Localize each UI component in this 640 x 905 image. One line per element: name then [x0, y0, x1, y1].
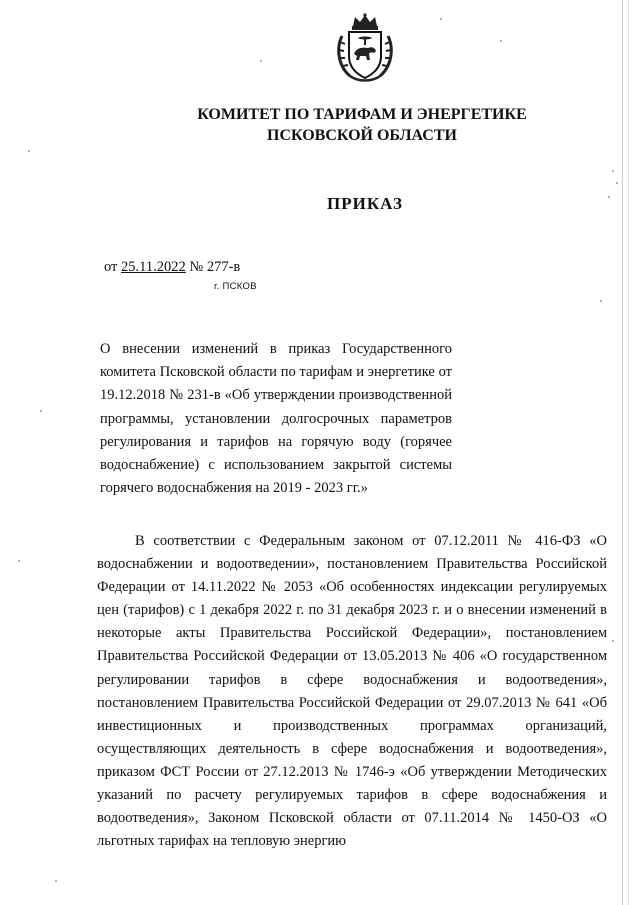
scan-speck	[500, 40, 502, 42]
order-subject: О внесении изменений в приказ Государственного комитета Псковской области по тарифам и энергетике от 19.12.2018 № 231-в «Об утверждении производственной программы, установлении долгосрочных параметров регулирования и тарифов на горячую воду (горячее водоснабжение) с использованием закрытой системы горячего водоснабжения на 2019 - 2023 гг.»	[100, 341, 452, 497]
city-label: г. ПСКОВ	[214, 281, 257, 292]
scan-edge-line	[628, 0, 629, 905]
coat-of-arms-emblem	[330, 12, 400, 84]
scan-speck	[40, 410, 42, 412]
scan-speck	[260, 60, 262, 62]
scan-speck	[612, 170, 614, 172]
scan-edge-line	[622, 0, 623, 905]
order-number: № 277-в	[189, 259, 241, 275]
scan-speck	[616, 182, 618, 184]
order-body-paragraph: В соответствии с Федеральным законом от 07.12.2011 № 416-ФЗ «О водоснабжении и водоотведении», постановлением Правительства Российской Федерации от 14.11.2022 № 2053 «Об особенностях индексации регулируемых цен (тарифов) с 1 декабря 2022 г. по 31 декабря 2023 г. и о внесении изменений в некоторые акты Правительства Российской Федерации», постановлением Правительства Российской Федерации от 13.05.2013 № 406 «О государственном регулировании тарифов в сфере водоснабжения и водоотведения», постановлением Правительства Российской Федерации от 29.07.2013 № 641 «Об инвестиционных и производственных программах организаций, осуществляющих деятельность в сфере водоснабжения и водоотведения», приказом ФСТ России от 27.12.2013 № 1746-э «Об утверждении Методических указаний по расчету регулируемых тарифов в сфере водоснабжения и водоотведения», Законом Псковской области от 07.11.2014 № 1450-ОЗ «О льготных тарифах на тепловую энергию	[97, 533, 607, 850]
committee-name-line1: КОМИТЕТ ПО ТАРИФАМ И ЭНЕРГЕТИКЕ	[197, 106, 527, 123]
scan-speck	[28, 150, 30, 152]
scan-speck	[440, 18, 442, 20]
order-date-number	[104, 259, 240, 276]
scan-speck	[18, 560, 20, 562]
scan-speck	[600, 300, 602, 302]
date-prefix: от	[104, 259, 118, 275]
order-date: 25.11.2022	[121, 259, 186, 275]
order-title: ПРИКАЗ	[327, 194, 403, 213]
committee-name-line2: ПСКОВСКОЙ ОБЛАСТИ	[267, 127, 457, 144]
scan-speck	[612, 640, 614, 642]
scan-speck	[608, 196, 610, 198]
scan-speck	[55, 880, 57, 882]
committee-heading	[190, 104, 534, 146]
